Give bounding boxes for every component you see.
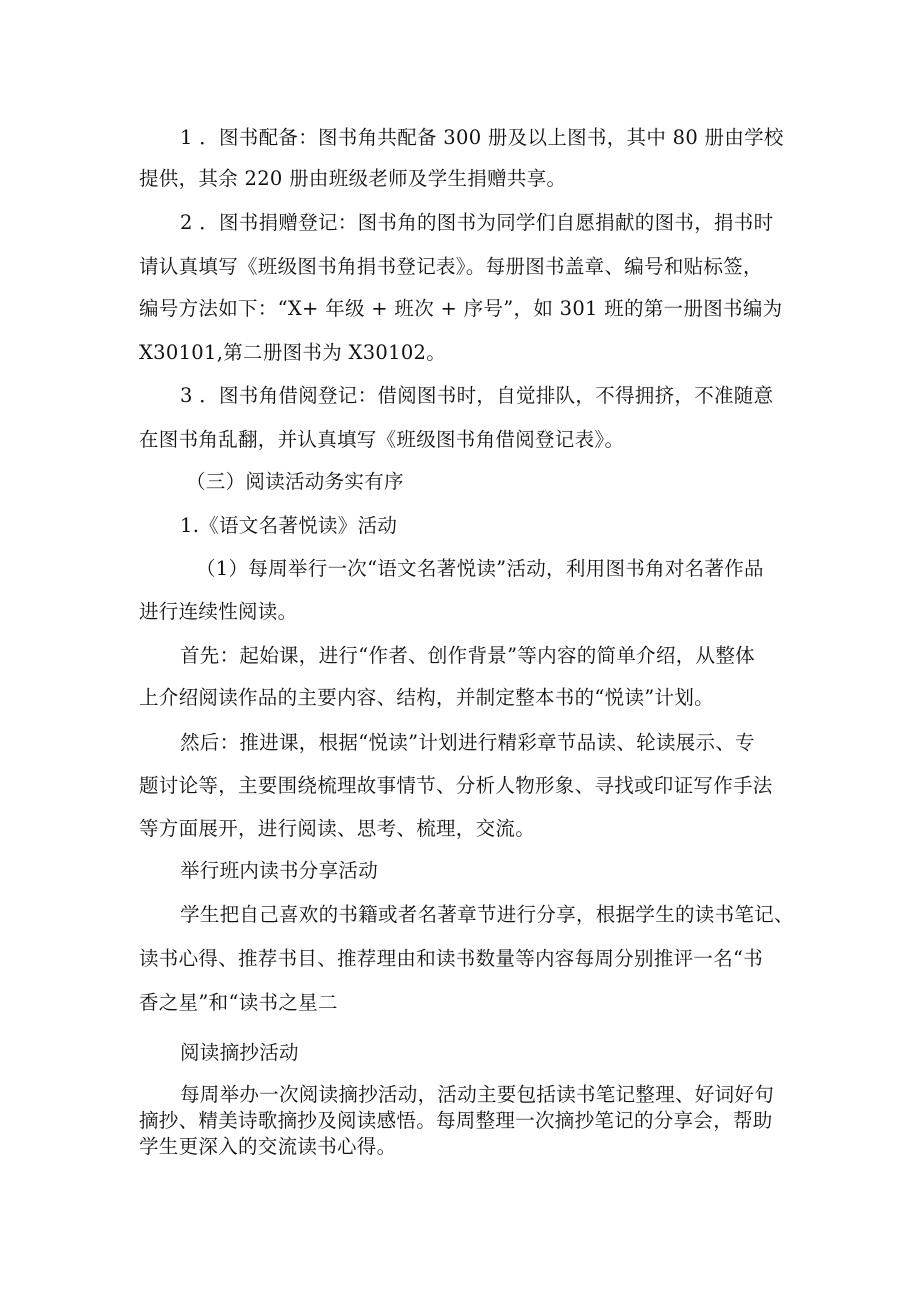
para7-line1: 学生把自己喜欢的书籍或者名著章节进行分享，根据学生的读书笔记、 bbox=[180, 903, 794, 926]
activity1-title: 1.《语文名著悦读》活动 bbox=[180, 514, 398, 537]
para2-line2: 请认真填写《班级图书角捐书登记表》。每册图书盖章、编号和贴标签， bbox=[139, 255, 763, 278]
para4-line2: 进行连续性阅读。 bbox=[139, 600, 298, 623]
para2-line4: X30101,第二册图书为 X30102。 bbox=[139, 341, 447, 364]
para6-line2: 题讨论等，主要围绕梳理故事情节、分析人物形象、寻找或印证写作手法 bbox=[139, 774, 773, 797]
para6-line1: 然后：推进课，根据“悦读”计划进行精彩章节品读、轮读展示、专 bbox=[180, 731, 755, 754]
para8-line2: 摘抄、精美诗歌摘抄及阅读感悟。每周整理一次摘抄笔记的分享会，帮助 bbox=[139, 1109, 773, 1132]
para5-line2: 上介绍阅读作品的主要内容、结构，并制定整本书的“悦读”计划。 bbox=[139, 686, 714, 709]
para7-line2: 读书心得、推荐书目、推荐理由和读书数量等内容每周分别推评一名“书 bbox=[139, 947, 764, 970]
para2-line3: 编号方法如下：“X+ 年级 + 班次 + 序号”，如 301 班的第一册图书编为 bbox=[139, 297, 783, 320]
para1-line1: 1 ．图书配备：图书角共配备 300 册及以上图书，其中 80 册由学校 bbox=[180, 126, 784, 149]
para2-line1: 2 ．图书捐赠登记：图书角的图书为同学们自愿捐献的图书，捐书时 bbox=[180, 211, 774, 234]
para7-line3: 香之星”和“读书之星二 bbox=[139, 991, 338, 1014]
subheading-reading-excerpt: 阅读摘抄活动 bbox=[180, 1041, 299, 1064]
subheading-reading-share: 举行班内读书分享活动 bbox=[180, 859, 379, 882]
para8-line1: 每周举办一次阅读摘抄活动，活动主要包括读书笔记整理、好词好句 bbox=[180, 1083, 775, 1106]
para5-line1: 首先：起始课，进行“作者、创作背景”等内容的简单介绍，从整体 bbox=[180, 644, 755, 667]
section-heading-3: （三）阅读活动务实有序 bbox=[186, 470, 404, 493]
para3-line1: 3 ．图书角借阅登记：借阅图书时，自觉排队，不得拥挤，不准随意 bbox=[180, 384, 774, 407]
para6-line3: 等方面展开，进行阅读、思考、梳理，交流。 bbox=[139, 817, 536, 840]
para8-line3: 学生更深入的交流读书心得。 bbox=[139, 1135, 397, 1158]
para4-line1: （1）每周举行一次“语文名著悦读”活动，利用图书角对名著作品 bbox=[196, 557, 764, 580]
para1-line2: 提供，其余 220 册由班级老师及学生捐赠共享。 bbox=[139, 167, 567, 190]
para3-line2: 在图书角乱翻，并认真填写《班级图书角借阅登记表》。 bbox=[139, 428, 625, 451]
